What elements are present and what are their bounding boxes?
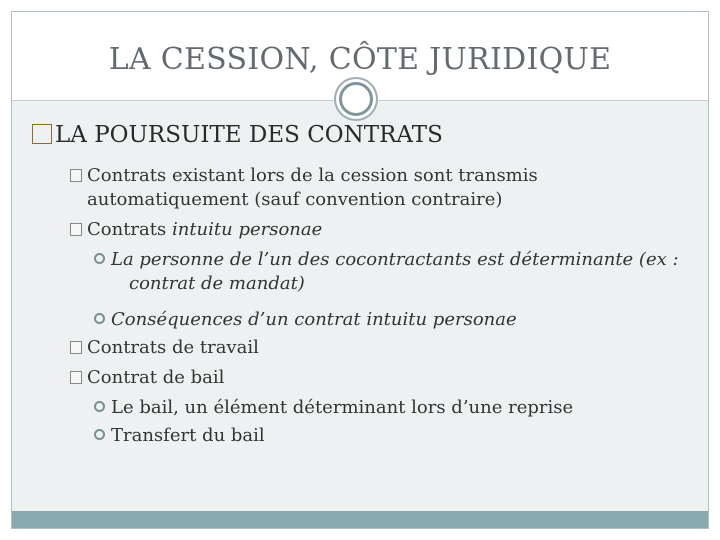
list-item: [94, 248, 679, 296]
square-bullet-icon: [70, 169, 82, 182]
list-item-text: Le bail, un élément déterminant lors d’une reprise: [111, 397, 574, 418]
list-item: [70, 164, 538, 212]
list-item-text: Conséquences d’un contrat intuitu personae: [111, 309, 517, 330]
footer-bar: [12, 511, 708, 528]
slide-body: [12, 12, 708, 528]
list-item: [70, 366, 224, 390]
square-bullet-icon: [70, 223, 82, 236]
square-bullet-icon: [32, 124, 52, 144]
circle-bullet-icon: [94, 429, 105, 440]
list-item-text: Contrat de bail: [87, 367, 225, 388]
list-item-italic-text: intuitu personae: [171, 219, 323, 240]
list-item: [70, 336, 259, 360]
list-item-text-cont: contrat de mandat): [129, 273, 305, 294]
list-item-text: Transfert du bail: [111, 425, 265, 446]
list-item: [94, 308, 517, 332]
list-item-text: Contrats existant lors de la cession sont transmis: [87, 165, 538, 186]
square-bullet-icon: [70, 341, 82, 354]
circle-bullet-icon: [94, 401, 105, 412]
list-item-text-cont: automatiquement (sauf convention contraire): [87, 189, 503, 210]
list-item: [94, 424, 265, 448]
slide: [11, 11, 709, 529]
list-item-text: Contrats: [87, 219, 172, 240]
heading-bullet-item: [32, 122, 443, 148]
list-item: [70, 218, 322, 242]
list-item-text: Contrats de travail: [87, 337, 259, 358]
list-item: [94, 396, 573, 420]
list-item-text: La personne de l’un des cocontractants est déterminante (ex :: [111, 249, 679, 270]
section-heading: LA POURSUITE DES CONTRATS: [55, 122, 443, 148]
square-bullet-icon: [70, 371, 82, 384]
circle-bullet-icon: [94, 313, 105, 324]
slide-title: LA CESSION, CÔTE JURIDIQUE: [108, 42, 612, 77]
circle-bullet-icon: [94, 253, 105, 264]
